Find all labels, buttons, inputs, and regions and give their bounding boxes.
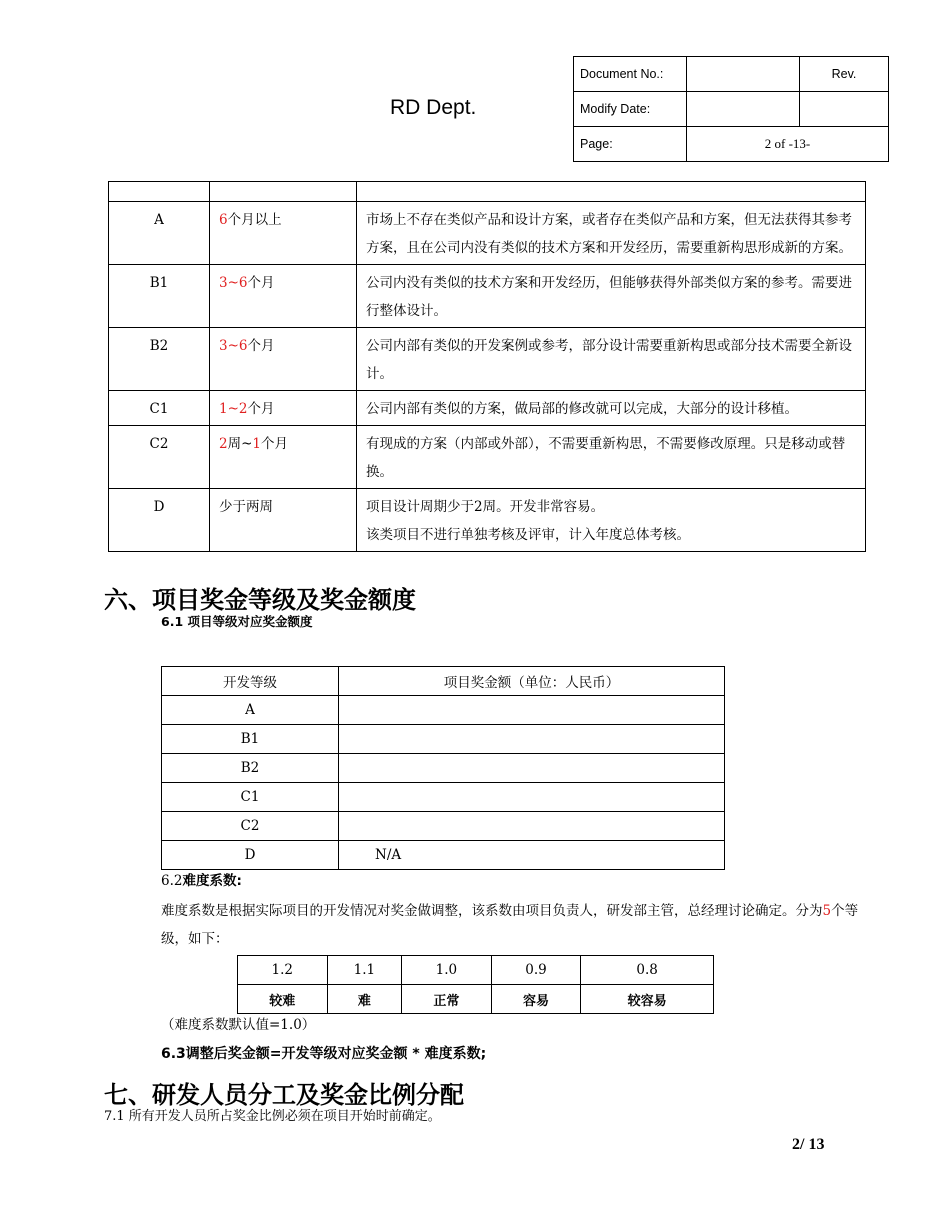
level-period: 3~6个月 [210,328,357,391]
level-code: B2 [109,328,210,391]
column-header: 项目奖金额（单位：人民币） [339,667,725,696]
coefficient-value: 0.9 [491,956,581,985]
coefficient-name: 正常 [402,985,492,1014]
coefficient-values-row [238,956,714,985]
rev-value [800,92,889,127]
table-row [162,696,725,725]
modify-date-label: Modify Date: [574,92,687,127]
bonus-level: B2 [162,754,339,783]
section-7-heading: 七、研发人员分工及奖金比例分配 [104,1081,464,1109]
bonus-level: C2 [162,812,339,841]
bonus-level: D [162,841,339,870]
coefficient-name: 难 [327,985,402,1014]
level-code: A [109,202,210,265]
table-row [109,328,866,391]
level-period: 少于两周 [210,489,357,552]
table-row [162,783,725,812]
section-7-1-text: 7.1 所有开发人员所占奖金比例必须在项目开始时前确定。 [104,1109,441,1124]
bonus-level: A [162,696,339,725]
coefficient-note: （难度系数默认值=1.0） [161,1017,316,1033]
table-row [162,841,725,870]
table-row [162,754,725,783]
page-number: 2/ 13 [792,1136,825,1153]
level-period: 6个月以上 [210,202,357,265]
department-title: RD Dept. [390,96,477,119]
level-description: 公司内部有类似的方案，做局部的修改就可以完成，大部分的设计移植。 [357,391,866,426]
document-info-table [573,56,889,162]
bonus-level: B1 [162,725,339,754]
bonus-amount [339,696,725,725]
coefficient-name: 容易 [491,985,581,1014]
level-code: C2 [109,426,210,489]
table-row [109,265,866,328]
table-header-row [109,182,866,202]
coefficient-value: 1.1 [327,956,402,985]
level-description: 项目设计周期少于2周。开发非常容易。 该类项目不进行单独考核及评审，计入年度总体考核。 [357,489,866,552]
table-row [162,812,725,841]
level-description: 公司内部有类似的开发案例或参考，部分设计需要重新构思或部分技术需要全新设计。 [357,328,866,391]
section-6-1-heading: 6.1 项目等级对应奖金额度 [161,614,313,629]
level-description: 公司内没有类似的技术方案和开发经历，但能够获得外部类似方案的参考。需要进行整体设计。 [357,265,866,328]
table-row [109,391,866,426]
table-row [162,725,725,754]
level-code: D [109,489,210,552]
level-period: 2周~1个月 [210,426,357,489]
rev-label: Rev. [800,57,889,92]
modify-date-value [687,92,800,127]
bonus-amount [339,812,725,841]
bonus-amount [339,754,725,783]
section-6-2-heading: 6.2难度系数: [161,873,242,889]
difficulty-coefficient-table [237,955,714,1014]
difficulty-description: 难度系数是根据实际项目的开发情况对奖金做调整，该系数由项目负责人，研发部主管，总经理讨论确定。分为5个等级，如下： [161,903,859,947]
coefficient-value: 0.8 [581,956,714,985]
coefficient-names-row [238,985,714,1014]
coefficient-name: 较容易 [581,985,714,1014]
level-description: 市场上不存在类似产品和设计方案，或者存在类似产品和方案，但无法获得其参考方案，且在公司内没有类似的技术方案和开发经历，需要重新构思形成新的方案。 [357,202,866,265]
doc-no-value [687,57,800,92]
development-level-table [108,181,866,552]
bonus-level: C1 [162,783,339,812]
bonus-amount-table [161,666,725,870]
coefficient-name: 较难 [238,985,328,1014]
section-6-3-formula: 6.3调整后奖金额=开发等级对应奖金额 * 难度系数; [161,1046,487,1062]
bonus-amount [339,725,725,754]
page-value: 2 of -13- [687,127,889,162]
coefficient-value: 1.2 [238,956,328,985]
level-code: B1 [109,265,210,328]
level-period: 3~6个月 [210,265,357,328]
column-header: 开发等级 [162,667,339,696]
coefficient-value: 1.0 [402,956,492,985]
table-header-row [162,667,725,696]
table-row [109,489,866,552]
level-period: 1~2个月 [210,391,357,426]
table-row [109,202,866,265]
page-label: Page: [574,127,687,162]
level-code: C1 [109,391,210,426]
section-6-heading: 六、项目奖金等级及奖金额度 [104,586,416,614]
bonus-amount: N/A [339,841,725,870]
table-row [109,426,866,489]
doc-no-label: Document No.: [574,57,687,92]
bonus-amount [339,783,725,812]
level-description: 有现成的方案（内部或外部），不需要重新构思，不需要修改原理。只是移动或替换。 [357,426,866,489]
